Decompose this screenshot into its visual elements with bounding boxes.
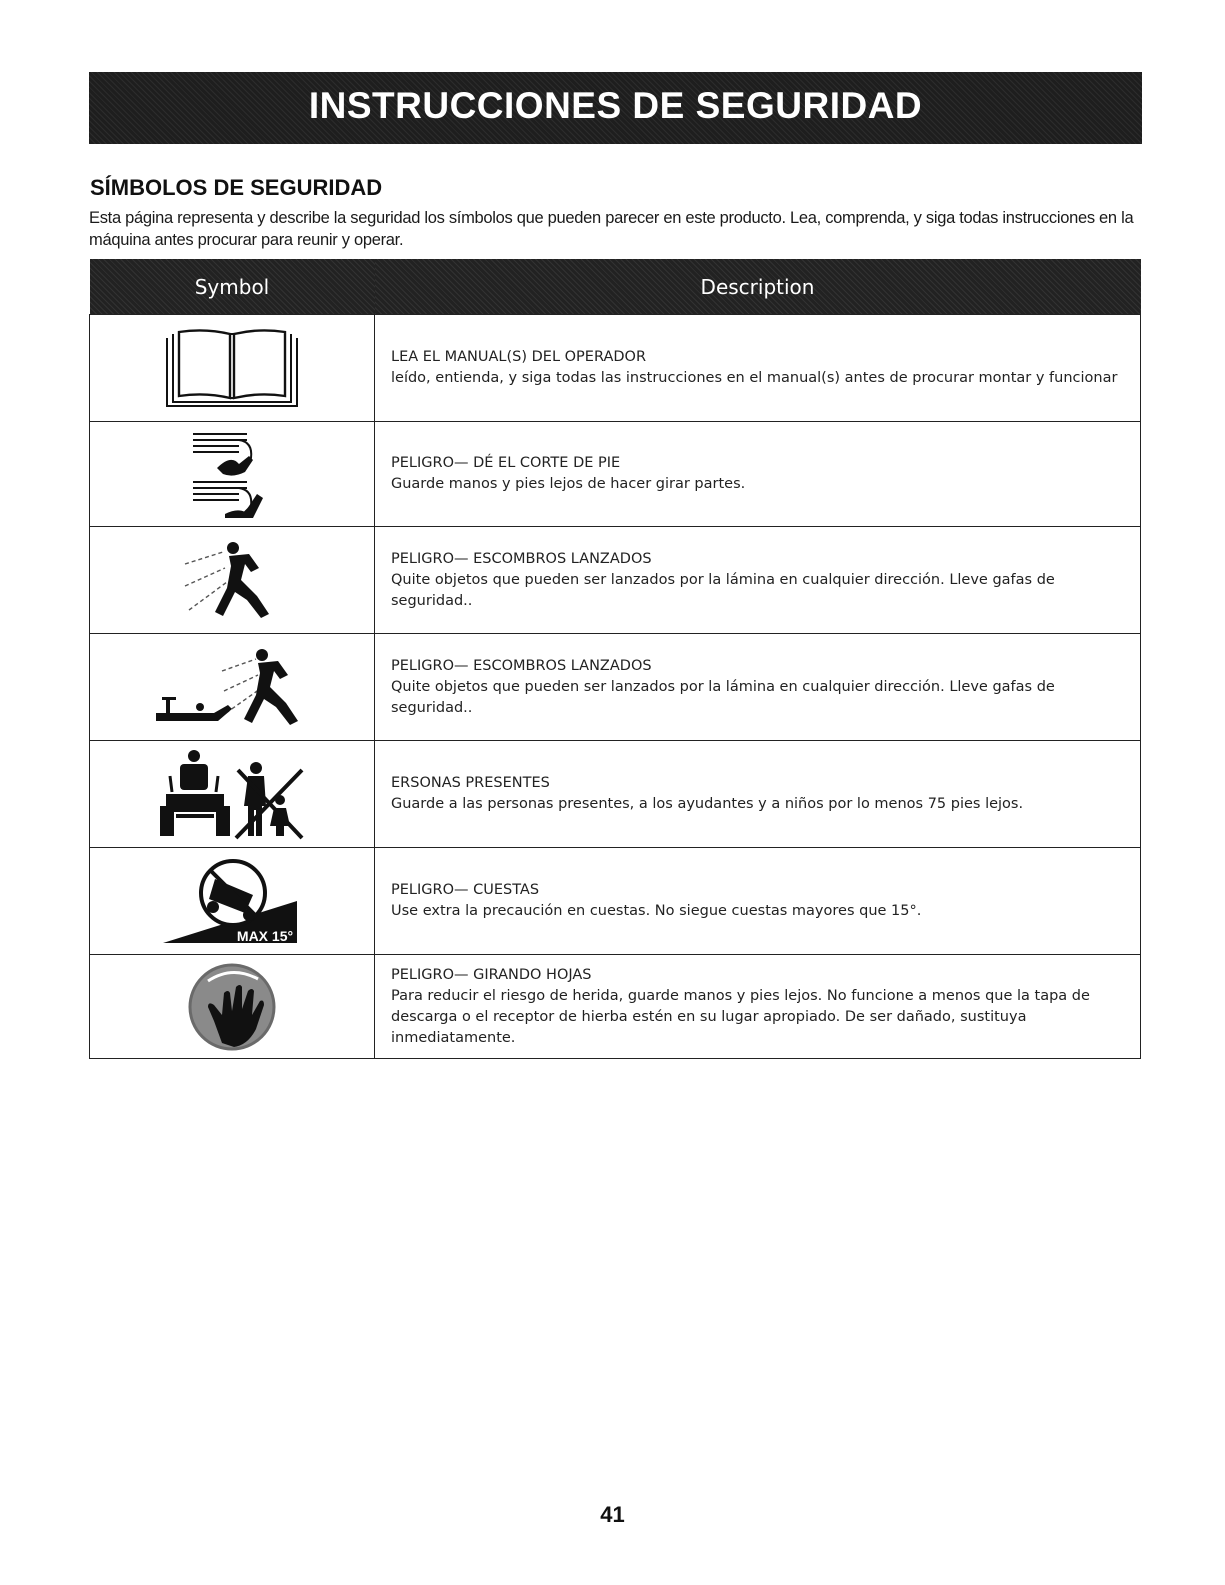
symbol-title: PELIGRO— ESCOMBROS LANZADOS [391,657,652,674]
table-row [90,315,1141,422]
symbol-description: Guarde manos y pies lejos de hacer girar partes. [391,476,746,492]
description-cell [375,634,1141,741]
symbol-title: ERSONAS PRESENTES [391,775,550,791]
slope-max-15-icon [90,855,374,947]
header-description: Description [375,259,1141,315]
symbol-cell [90,848,375,955]
symbol-description: Guarde a las personas presentes, a los ayudantes y a niños por lo menos 75 pies lejos. [391,796,1024,812]
bystanders-icon [90,746,374,842]
rotating-blade-hand-icon [90,959,374,1055]
symbol-description: Use extra la precaución en cuestas. No siegue cuestas mayores que 15°. [391,903,922,919]
symbol-title: PELIGRO— GIRANDO HOJAS [391,966,592,983]
description-cell [375,422,1141,527]
safety-symbols-table [89,259,1141,1059]
page-number: 41 [600,1502,625,1527]
symbol-cell [90,634,375,741]
table-row [90,422,1141,527]
symbol-title: PELIGRO— CUESTAS [391,882,540,898]
page-banner [89,72,1142,144]
section-heading: SÍMBOLOS DE SEGURIDAD [90,175,383,200]
section-intro: Esta página representa y describe la seguridad los símbolos que pueden parecer en este producto. Lea, comprenda, y siga todas instrucciones en la máquina antes procurar para reunir y operar. [89,209,1134,249]
symbol-description: Para reducir el riesgo de herida, guarde manos y pies lejos. No funcione a menos que la tapa de descarga o el receptor de hierba estén en su lugar apropiado. De ser dañado, sustituya inmediatamente. [391,987,1090,1046]
table-row [90,741,1141,848]
symbol-description: Quite objetos que pueden ser lanzados por la lámina en cualquier dirección. Lleve gafas de seguridad.. [391,678,1055,716]
symbol-title: LEA EL MANUAL(S) DEL OPERADOR [391,349,647,365]
symbol-description: leído, entienda, y siga todas las instrucciones en el manual(s) antes de procurar montar y funcionar [391,370,1118,386]
thrown-debris-icon [90,534,374,626]
symbol-cell [90,955,375,1059]
symbol-title: PELIGRO— ESCOMBROS LANZADOS [391,550,652,567]
slope-badge: MAX 15° [236,928,294,944]
description-cell [375,848,1141,955]
hand-foot-cutting-icon [90,428,374,520]
symbol-description: Quite objetos que pueden ser lanzados por la lámina en cualquier dirección. Lleve gafas de seguridad.. [391,571,1055,609]
symbol-title: PELIGRO— DÉ EL CORTE DE PIE [391,455,621,471]
header-symbol: Symbol [90,259,375,315]
description-cell [375,315,1141,422]
table-row [90,527,1141,634]
symbol-cell [90,315,375,422]
table-row [90,634,1141,741]
banner-title: INSTRUCCIONES DE SEGURIDAD [308,85,923,126]
description-cell [375,741,1141,848]
symbol-cell [90,422,375,527]
symbol-cell [90,527,375,634]
table-header-row [90,259,1141,315]
thrown-debris-mower-icon [90,641,374,733]
description-cell [375,527,1141,634]
table-row [90,955,1141,1059]
operator-manual-book-icon [90,324,374,412]
symbol-cell [90,741,375,848]
table-row [90,848,1141,955]
description-cell [375,955,1141,1059]
